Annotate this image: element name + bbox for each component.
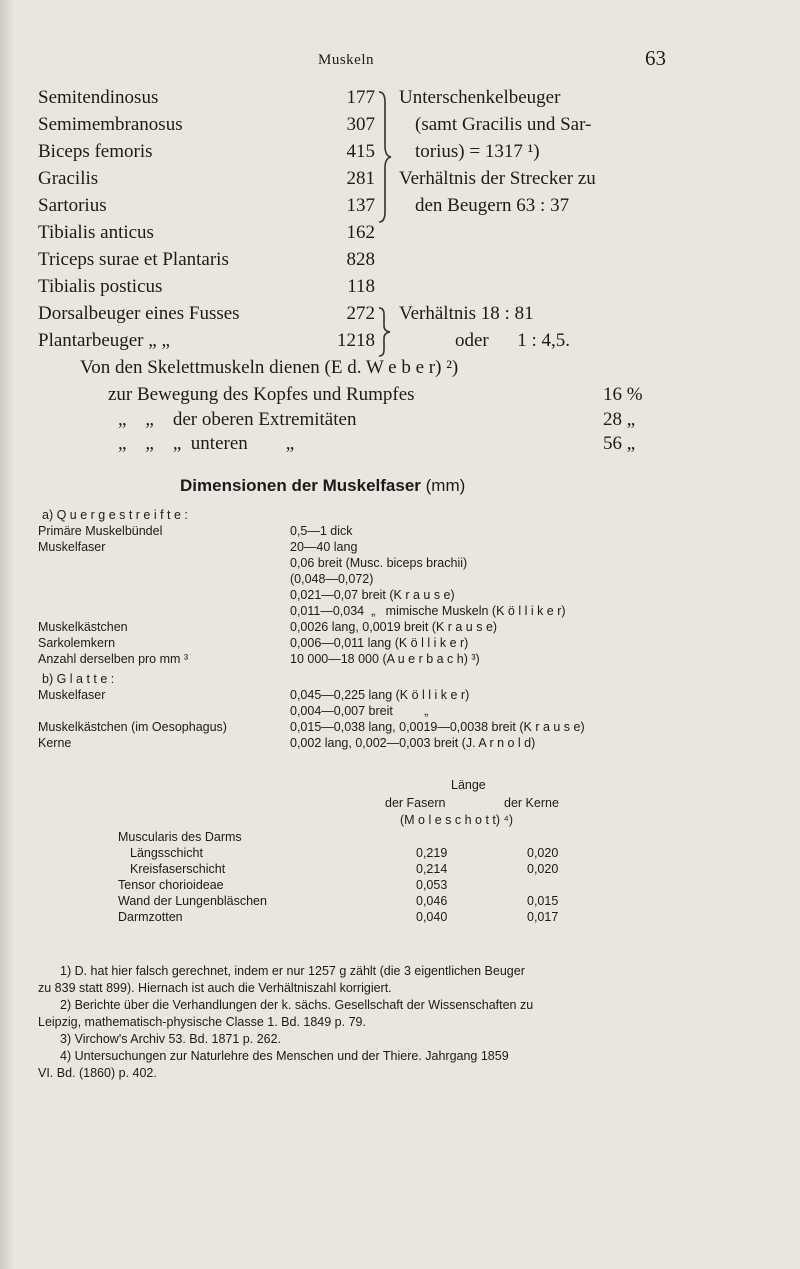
- laenge-row-label: Kreisfaserschicht: [130, 862, 226, 876]
- row-value: (0,048—0,072): [290, 572, 374, 586]
- laenge-row-kerne: 0,015: [527, 894, 559, 908]
- weber-row-value: 56 „: [603, 433, 636, 454]
- footnote-line: zu 839 statt 899). Hiernach ist auch die Verhältniszahl korrigiert.: [38, 981, 392, 995]
- muscle-name: Semimembranosus: [38, 114, 183, 135]
- brace-1: [375, 90, 393, 225]
- laenge-row-fasern: 0,046: [416, 894, 448, 908]
- muscle-value: 118: [347, 276, 375, 297]
- subsection-heading-smooth: b) G l a t t e :: [42, 672, 115, 686]
- laenge-row-kerne: 0,020: [527, 862, 559, 876]
- row-label: Sarkolemkern: [38, 636, 116, 650]
- row-label: Muskelfaser: [38, 688, 106, 702]
- muscle-value: 137: [346, 195, 375, 216]
- laenge-row-label: Wand der Lungenbläschen: [118, 894, 267, 908]
- muscle-name: Triceps surae et Plantaris: [38, 249, 229, 270]
- row-label: Muskelfaser: [38, 540, 106, 554]
- footnote-line: 4) Untersuchungen zur Naturlehre des Menschen und der Thiere. Jahrgang 1859: [60, 1049, 509, 1063]
- section-title-bold: Dimensionen der Muskelfaser: [180, 476, 421, 495]
- row-value: 10 000—18 000 (A u e r b a c h) ³): [290, 652, 480, 666]
- laenge-row-fasern: 0,219: [416, 846, 448, 860]
- row-value: 0,015—0,038 lang, 0,0019—0,0038 breit (K r a u s e): [290, 720, 585, 734]
- footnote-line: 1) D. hat hier falsch gerechnet, indem er nur 1257 g zählt (die 3 eigentlichen Beuger: [60, 964, 525, 978]
- section-title-unit: (mm): [420, 476, 466, 495]
- laenge-row-label: Längsschicht: [130, 846, 203, 860]
- laenge-title: Länge: [451, 778, 486, 792]
- laenge-row-fasern: 0,214: [416, 862, 448, 876]
- row-value: 20—40 lang: [290, 540, 358, 554]
- row-value: 0,06 breit (Musc. biceps brachii): [290, 556, 468, 570]
- row-label: Kerne: [38, 736, 72, 750]
- weber-intro: Von den Skelettmuskeln dienen (E d. W e b e r) ²): [80, 357, 459, 378]
- weber-row-value: 28 „: [603, 409, 636, 430]
- row-label: Anzahl derselben pro mm ³: [38, 652, 189, 666]
- laenge-source: (M o l e s c h o t t) ⁴): [400, 813, 514, 827]
- row-value: 0,0026 lang, 0,0019 breit (K r a u s e): [290, 620, 498, 634]
- laenge-group: Muscularis des Darms: [118, 830, 242, 844]
- brace-note-line: den Beugern 63 : 37: [415, 195, 570, 216]
- row-value: 0,5—1 dick: [290, 524, 353, 538]
- row-value: 0,004—0,007 breit „: [290, 704, 429, 718]
- muscle-name: Tibialis anticus: [38, 222, 154, 243]
- brace-note-line: torius) = 1317 ¹): [415, 141, 540, 162]
- muscle-value: 307: [346, 114, 375, 135]
- weber-row-value: 16 %: [603, 384, 643, 405]
- muscle-name: Tibialis posticus: [38, 276, 163, 297]
- weber-row-label: „ „ „ unteren „: [118, 433, 295, 454]
- subsection-heading-striated: a) Q u e r g e s t r e i f t e :: [42, 508, 188, 522]
- muscle-value: 177: [346, 87, 375, 108]
- footnote-line: VI. Bd. (1860) p. 402.: [38, 1066, 157, 1080]
- footnote-line: 2) Berichte über die Verhandlungen der k. sächs. Gesellschaft der Wissenschaften zu: [60, 998, 534, 1012]
- laenge-col-fasern: der Fasern: [385, 796, 446, 810]
- brace-note-line: (samt Gracilis und Sar-: [415, 114, 592, 135]
- page-edge-shadow: [0, 0, 14, 1269]
- muscle-value: 281: [346, 168, 375, 189]
- running-header: Muskeln: [318, 52, 374, 68]
- laenge-row-fasern: 0,053: [416, 878, 448, 892]
- muscle-value: 272: [346, 303, 375, 324]
- row-value: 0,045—0,225 lang (K ö l l i k e r): [290, 688, 470, 702]
- laenge-col-kerne: der Kerne: [504, 796, 559, 810]
- muscle-value: 415: [346, 141, 375, 162]
- muscle-name: Gracilis: [38, 168, 99, 189]
- muscle-name: Biceps femoris: [38, 141, 153, 162]
- muscle-name: Dorsalbeuger eines Fusses: [38, 303, 240, 324]
- laenge-row-kerne: 0,020: [527, 846, 559, 860]
- row-label: Primäre Muskelbündel: [38, 524, 163, 538]
- muscle-value: 162: [346, 222, 375, 243]
- brace-note-line: Unterschenkelbeuger: [399, 87, 561, 108]
- muscle-value: 828: [346, 249, 375, 270]
- brace-note-line: Verhältnis 18 : 81: [399, 303, 534, 324]
- row-value: 0,006—0,011 lang (K ö l l i k e r): [290, 636, 469, 650]
- row-value: 0,021—0,07 breit (K r a u s e): [290, 588, 455, 602]
- muscle-name: Plantarbeuger „ „: [38, 330, 170, 351]
- laenge-row-label: Tensor chorioideae: [118, 878, 224, 892]
- weber-row-label: zur Bewegung des Kopfes und Rumpfes: [108, 384, 415, 405]
- brace-2: [375, 306, 393, 358]
- brace-note-line: Verhältnis der Strecker zu: [399, 168, 596, 189]
- footnote-line: 3) Virchow's Archiv 53. Bd. 1871 p. 262.: [60, 1032, 282, 1046]
- laenge-row-kerne: 0,017: [527, 910, 559, 924]
- laenge-row-fasern: 0,040: [416, 910, 448, 924]
- row-value: 0,002 lang, 0,002—0,003 breit (J. A r n o l d): [290, 736, 536, 750]
- section-title: [180, 476, 465, 496]
- muscle-value: 1218: [337, 330, 375, 351]
- row-label: Muskelkästchen (im Oesophagus): [38, 720, 227, 734]
- laenge-row-label: Darmzotten: [118, 910, 183, 924]
- weber-row-label: „ „ der oberen Extremitäten: [118, 409, 357, 430]
- page-number: 63: [645, 46, 666, 70]
- muscle-name: Sartorius: [38, 195, 107, 216]
- row-value: 0,011—0,034 „ mimische Muskeln (K ö l l i k e r): [290, 604, 566, 618]
- muscle-name: Semitendinosus: [38, 87, 159, 108]
- row-label: Muskelkästchen: [38, 620, 128, 634]
- footnote-line: Leipzig, mathematisch-physische Classe 1. Bd. 1849 p. 79.: [38, 1015, 366, 1029]
- brace-note-line: oder 1 : 4,5.: [455, 330, 571, 351]
